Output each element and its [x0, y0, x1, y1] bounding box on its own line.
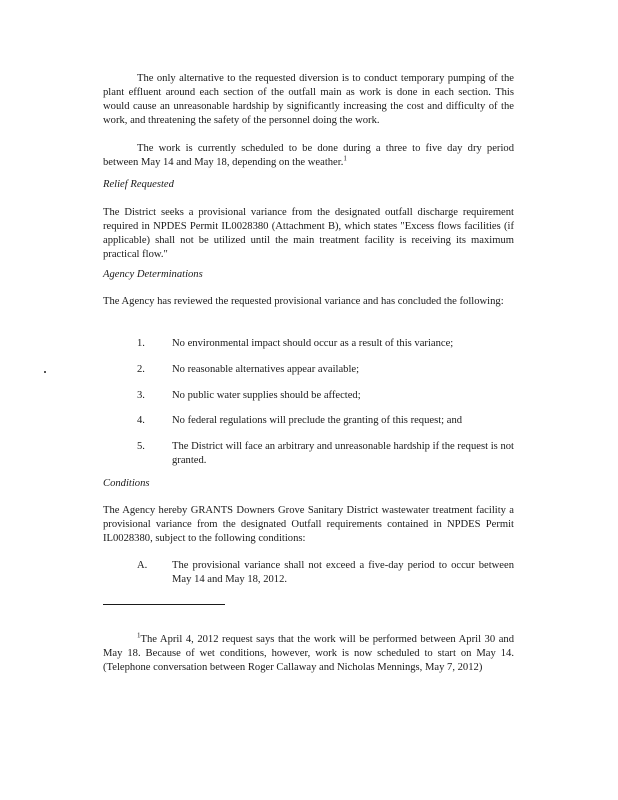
heading-relief-requested: Relief Requested	[103, 179, 174, 190]
determination-text: No public water supplies should be affected;	[172, 390, 361, 401]
scan-speck	[44, 371, 46, 373]
determination-number: 2.	[137, 364, 145, 375]
footnote	[103, 633, 514, 675]
footnote-number: 1	[137, 631, 141, 640]
heading-agency-determinations: Agency Determinations	[103, 269, 203, 280]
footnote-reference: 1	[343, 154, 347, 163]
paragraph-relief-requested: The District seeks a provisional variance from the designated outfall discharge requirement required in NPDES Permit IL0028380 (Attachment B), which states "Excess flows facilities (if applicable) shall not be utilized until the main treatment facility is receiving its maximum practical flow."	[103, 207, 514, 260]
paragraph-alternative: The only alternative to the requested diversion is to conduct temporary pumping of the plant effluent around each section of the outfall main as work is done in each section. This would cause an unreasonable hardship by significantly increasing the cost and difficulty of the work, and threatening the safety of the personnel doing the work.	[103, 73, 514, 126]
paragraph-conditions-intro: The Agency hereby GRANTS Downers Grove Sanitary District wastewater treatment facility a provisional variance from the designated Outfall requirements contained in NPDES Permit IL0028380, subject to the following conditions:	[103, 505, 514, 544]
paragraph-schedule-text: The work is currently scheduled to be done during a three to five day dry period between May 14 and May 18, depending on the weather.	[103, 143, 514, 168]
determination-number: 3.	[137, 390, 145, 401]
determination-text: No reasonable alternatives appear available;	[172, 364, 360, 375]
determination-number: 1.	[137, 338, 145, 349]
paragraph-schedule	[103, 142, 514, 170]
determination-text: The District will face an arbitrary and unreasonable hardship if the request is not granted.	[172, 441, 514, 466]
paragraph-determinations-intro: The Agency has reviewed the requested provisional variance and has concluded the following:	[103, 296, 504, 307]
determination-text: No federal regulations will preclude the granting of this request; and	[172, 415, 463, 426]
determination-number: 4.	[137, 415, 145, 426]
heading-conditions: Conditions	[103, 478, 150, 489]
condition-letter: A.	[137, 560, 148, 571]
footnote-text: The April 4, 2012 request says that the work will be performed between April 30 and May 18. Because of wet conditions, however, work is now scheduled to start on May 14. (Telephone conversation between Roger Callaway and Nicholas Mennings, May 7, 2012)	[103, 633, 514, 673]
determination-text: No environmental impact should occur as a result of this variance;	[172, 338, 454, 349]
determination-number: 5.	[137, 441, 145, 452]
footnote-separator	[103, 604, 225, 605]
condition-text: The provisional variance shall not exceed a five-day period to occur between May 14 and May 18, 2012.	[172, 560, 514, 585]
